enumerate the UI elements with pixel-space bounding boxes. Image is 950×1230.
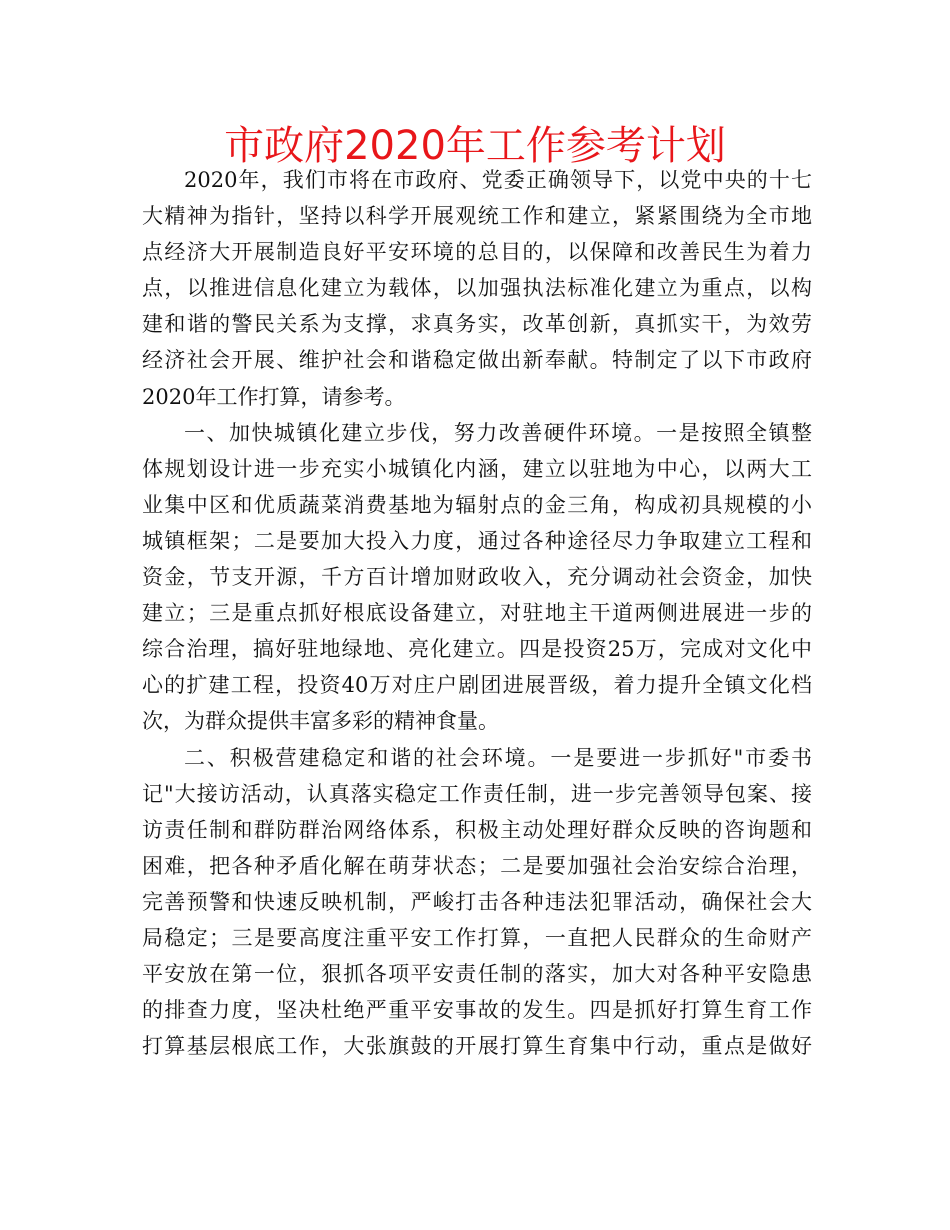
text-line: 2020年，我们市将在市政府、党委正确领导下，以党中央的十七 — [184, 168, 812, 192]
text-line: 心的扩建工程，投资40万对庄户剧团进展晋级，着力提升全镇文化档 — [142, 673, 812, 698]
text-line: 资金，节支开源，千方百计增加财政收入，充分调动社会资金，加快 — [142, 565, 812, 590]
document-title: 市政府2020年工作参考计划 — [224, 123, 726, 169]
text-line: 2020年工作打算，请参考。 — [142, 384, 406, 409]
text-line: 综合治理，搞好驻地绿地、亮化建立。四是投资25万，完成对文化中 — [142, 637, 812, 662]
text-line: 次，为群众提供丰富多彩的精神食量。 — [142, 709, 499, 734]
text-line: 完善预警和快速反映机制，严峻打击各种违法犯罪活动，确保社会大 — [142, 889, 812, 914]
text-line: 大精神为指针，坚持以科学开展观统工作和建立，紧紧围绕为全市地 — [142, 204, 812, 229]
text-line: 经济社会开展、维护社会和谐稳定做出新奉献。特制定了以下市政府 — [142, 348, 812, 373]
text-line: 的排查力度，坚决杜绝严重平安事故的发生。四是抓好打算生育工作 — [142, 998, 812, 1023]
text-line: 点，以推进信息化建立为载体，以加强执法标准化建立为重点，以构 — [142, 276, 812, 301]
text-line: 体规划设计进一步充实小城镇化内涵，建立以驻地为中心，以两大工 — [142, 456, 812, 481]
text-line: 局稳定；三是要高度注重平安工作打算，一直把人民群众的生命财产 — [142, 925, 812, 950]
text-line: 建和谐的警民关系为支撑，求真务实，改革创新，真抓实干，为效劳 — [142, 312, 812, 337]
paragraph-1 — [142, 162, 812, 415]
text-line: 打算基层根底工作，大张旗鼓的开展打算生育集中行动，重点是做好 — [142, 1034, 812, 1059]
text-line: 业集中区和优质蔬菜消费基地为辐射点的金三角，构成初具规模的小 — [142, 492, 812, 517]
document-body — [142, 162, 812, 1064]
text-line: 困难，把各种矛盾化解在萌芽状态；二是要加强社会治安综合治理， — [142, 853, 812, 878]
text-line: 城镇框架；二是要加大投入力度，通过各种途径尽力争取建立工程和 — [142, 528, 812, 553]
text-line: 建立；三是重点抓好根底设备建立，对驻地主干道两侧进展进一步的 — [142, 601, 812, 626]
text-line: 一、加快城镇化建立步伐，努力改善硬件环境。一是按照全镇整 — [184, 420, 812, 445]
text-line: 二、积极营建稳定和谐的社会环境。一是要进一步抓好"市委书 — [184, 745, 812, 770]
text-line: 平安放在第一位，狠抓各项平安责任制的落实，加大对各种平安隐患 — [142, 962, 812, 987]
paragraph-3 — [142, 740, 812, 1065]
text-line: 点经济大开展制造良好平安环境的总目的，以保障和改善民生为着力 — [142, 240, 812, 265]
paragraph-2 — [142, 415, 812, 740]
text-line: 访责任制和群防群治网络体系，积极主动处理好群众反映的咨询题和 — [142, 817, 812, 842]
text-line: 记"大接访活动，认真落实稳定工作责任制，进一步完善领导包案、接 — [142, 781, 812, 806]
